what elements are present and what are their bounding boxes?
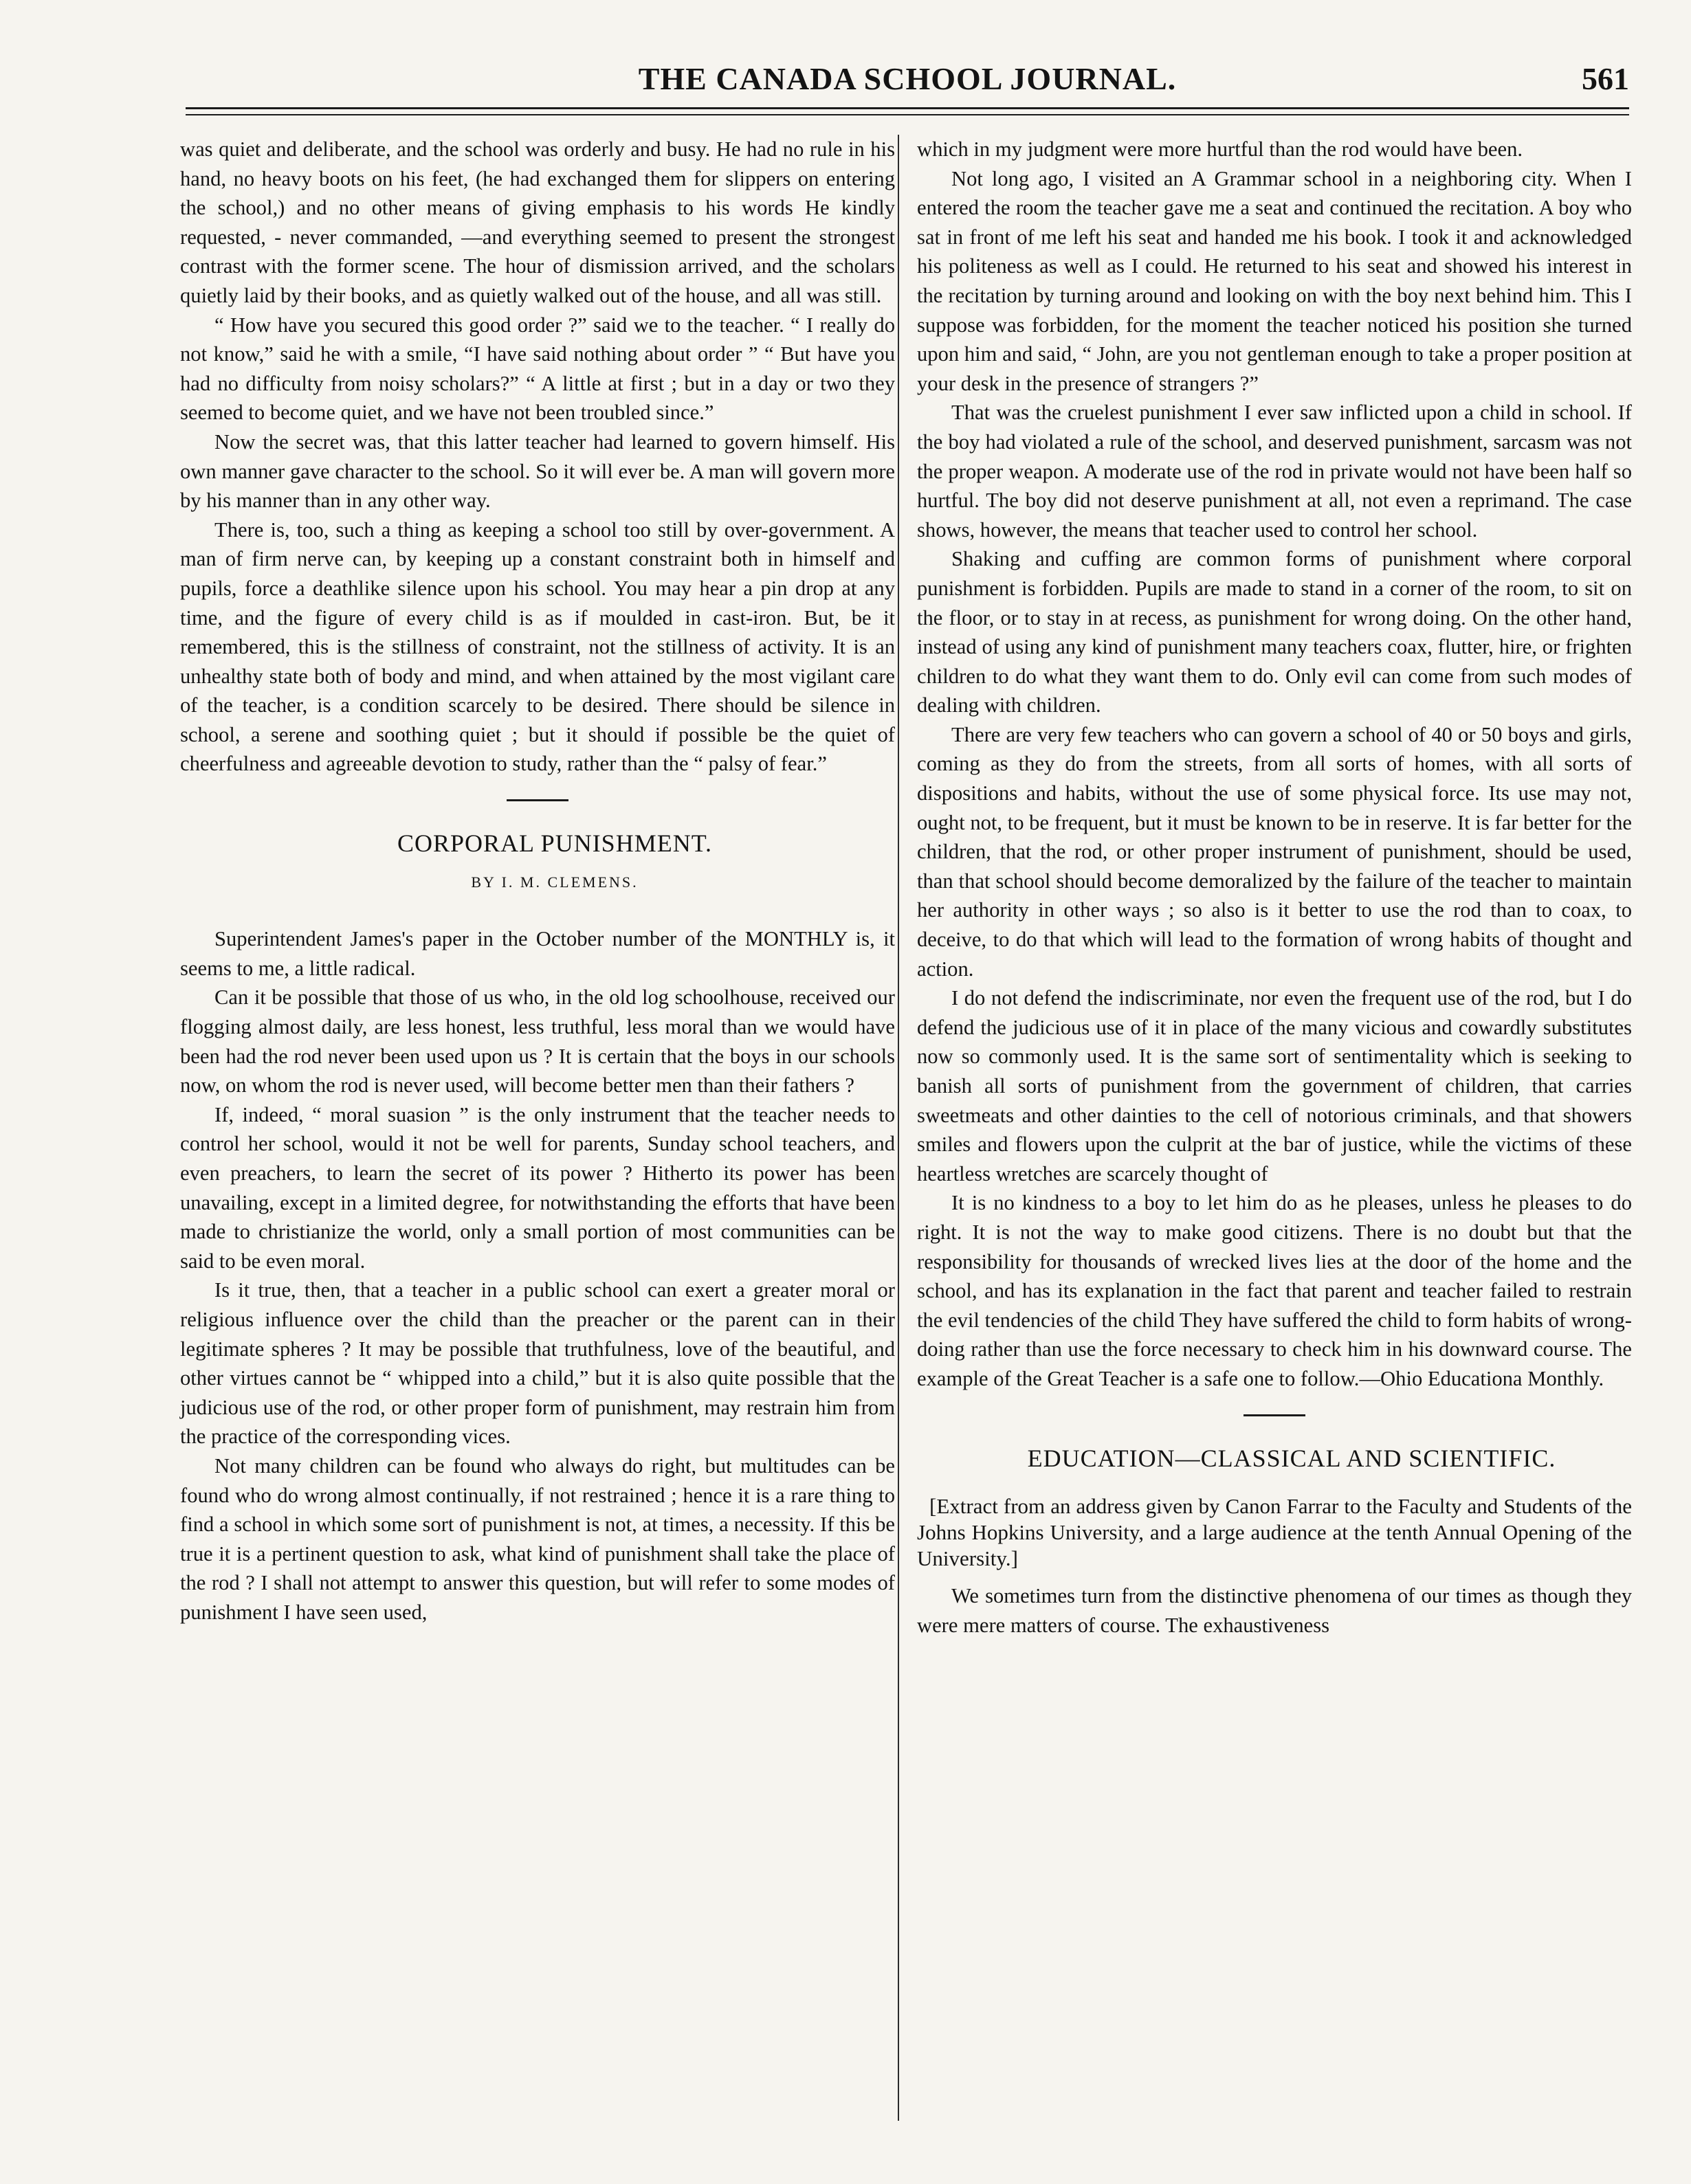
paragraph: It is no kindness to a boy to let him do as he pleases, unless he pleases to do right. It is not the way to make good citizens. There is no doubt but that the responsibility for thousands of wrecked lives lies at the door of the home and the school, and has its explanation in the fact that parent and teacher failed to restrain the evil tendencies of the child They have suffered the child to form habits of wrong-doing rather than use the force necessary to check him in his downward course. The example of the Great Teacher is a safe one to follow.—Ohio Educationa Monthly. bbox=[917, 1191, 1632, 1390]
page-number: 561 bbox=[1582, 61, 1629, 96]
paragraph: I do not defend the indiscriminate, nor even the frequent use of the rod, but I do defend the judicious use of it in place of the many vicious and cowardly substitutes now so commonly used. It is the same sort of sentimentality which is seeking to banish all sorts of punishment from the government of children, that carries sweetmeats and other dainties to the cell of notorious criminals, and that showers smiles and flowers upon the culprit at the bar of justice, while the victims of these heartless wretches are scarcely thought of bbox=[917, 986, 1632, 1185]
paragraph: Is it true, then, that a teacher in a public school can exert a greater moral or religious influence over the child than the preacher or the parent can in their legitimate spheres ? It may be possible that truthfulness, love of the beautiful, and other virtues cannot be “ whipped into a child,” but it is also quite possible that the judicious use of the rod, or other proper form of punishment, may restrain him from the practice of the corresponding vices. bbox=[180, 1278, 895, 1449]
section-title-education: EDUCATION—CLASSICAL AND SCIENTIFIC. bbox=[1027, 1444, 1556, 1472]
paragraph: “ How have you secured this good order ?” said we to the teacher. “ I really do not know,” said he with a smile, “I have said nothing about order ” “ But have you had no difficulty from noisy scholars?” “ A little at first ; but in a day or two they seemed to become quiet, and we have not been troubled since.” bbox=[180, 313, 895, 425]
right-column bbox=[917, 135, 1632, 1640]
paragraph: Now the secret was, that this latter teacher had learned to govern himself. His own manner gave character to the school. So it will ever be. A man will govern more by his manner than in any other way. bbox=[180, 430, 895, 513]
running-head bbox=[186, 60, 1629, 102]
paragraph: That was the cruelest punishment I ever saw inflicted upon a child in school. If the boy had violated a rule of the school, and deserved punishment, sarcasm was not the proper weapon. A moderate use of the rod in private would not have been half so hurtful. The boy did not deserve punishment at all, not even a reprimand. The case shows, however, the means that teacher used to control her school. bbox=[917, 401, 1632, 542]
paragraph: which in my judgment were more hurtful than the rod would have been. bbox=[917, 137, 1523, 161]
journal-title: THE CANADA SCHOOL JOURNAL. bbox=[638, 61, 1177, 96]
paragraph: Can it be possible that those of us who, in the old log schoolhouse, received our flogging almost daily, are less honest, less truthful, less moral than we would have been had the rod never been used upon us ? It is certain that the boys in our schools now, on whom the rod is never used, will become better men than their fathers ? bbox=[180, 985, 895, 1097]
paragraph: If, indeed, “ moral suasion ” is the only instrument that the teacher needs to control her school, would it not be well for parents, Sunday school teachers, and even preachers, to learn the secret of its power ? Hitherto its power has been unavailing, except in a limited degree, for notwithstanding the efforts that have been made to christianize the world, only a small portion of most communities can be said to be even moral. bbox=[180, 1102, 895, 1273]
paragraph: Superintendent James's paper in the October number of the MONTHLY is, it seems to me, a little radical. bbox=[180, 927, 895, 980]
section-title-corporal-punishment: CORPORAL PUNISHMENT. bbox=[397, 829, 713, 858]
header-rule-bottom bbox=[186, 114, 1629, 115]
extract-note: [Extract from an address given by Canon Farrar to the Faculty and Students of the Johns Hopkins University, and a large audience at the tenth Annual Opening of the University.] bbox=[917, 1494, 1632, 1571]
paragraph: There are very few teachers who can govern a school of 40 or 50 boys and girls, coming as they do from the streets, from all sorts of homes, with all sorts of dispositions and habits, without the use of some physical force. Its use may not, ought not, to be frequent, but it must be known to be in reserve. It is far better for the children, that the rod, or other proper instrument of punishment, should be used, than that school should become demoralized by the failure of the teacher to maintain her authority in other ways ; so also is it better to use the rod than to coax, to deceive, to do that which will lead to the formation of wrong habits of thought and action. bbox=[917, 722, 1632, 981]
paragraph: Shaking and cuffing are common forms of punishment where corporal punishment is forbidden. Pupils are made to stand in a corner of the room, to sit on the floor, or to stay in at recess, as punishment for wrong doing. On the other hand, instead of using any kind of punishment many teachers coax, flutter, hire, or frighten children to do what they want them to do. Only evil can come from such modes of dealing with children. bbox=[917, 547, 1632, 717]
paragraph: was quiet and deliberate, and the school was orderly and busy. He had no rule in his hand, no heavy boots on his feet, (he had exchanged them for slippers on entering the school,) and no other means of giving emphasis to his words He kindly requested, - never commanded, —and everything seemed to present the strongest contrast with the former scene. The hour of dismission arrived, and the scholars quietly laid by their books, and as quietly walked out of the house, and all was still. bbox=[180, 137, 895, 307]
paragraph: There is, too, such a thing as keeping a school too still by over-government. A man of firm nerve can, by keeping up a constant constraint both in himself and pupils, force a deathlike silence upon his school. You may hear a pin drop at any time, and the figure of every child is as if moulded in cast-iron. But, be it remembered, this is the stillness of constraint, not the stillness of activity. It is an unhealthy state both of body and mind, and when attained by the most vigilant care of the teacher, is a condition scarcely to be desired. There should be silence in school, a serene and soothing quiet ; but it should if possible be the quiet of cheerfulness and agreeable devotion to study, rather than the “ palsy of fear.” bbox=[180, 517, 895, 776]
column-divider bbox=[898, 135, 899, 2121]
header-rule-top bbox=[186, 107, 1629, 109]
paragraph: Not many children can be found who always do right, but multitudes can be found who do wrong almost continually, if not restrained ; hence it is a rare thing to find a school in which some sort of punishment is not, at times, a necessity. If this be true it is a pertinent question to ask, what kind of punishment shall take the place of the rod ? I shall not attempt to answer this question, but will refer to some modes of punishment I have seen used, bbox=[180, 1453, 895, 1624]
left-column bbox=[180, 135, 895, 1627]
paragraph: Not long ago, I visited an A Grammar school in a neighboring city. When I entered the room the teacher gave me a seat and continued the recitation. A boy who sat in front of me left his seat and handed me his book. I took it and acknowledged his politeness as well as I could. He returned to his seat and showed his interest in the recitation by turning around and looking on with the boy next behind him. This I suppose was forbidden, for the moment the teacher noticed his position she turned upon him and said, “ John, are you not gentleman enough to take a proper position at your desk in the presence of strangers ?” bbox=[917, 166, 1632, 395]
byline: BY I. M. CLEMENS. bbox=[471, 873, 639, 891]
paragraph: We sometimes turn from the distinctive phenomena of our times as though they were mere matters of course. The exhaustiveness bbox=[917, 1584, 1632, 1637]
